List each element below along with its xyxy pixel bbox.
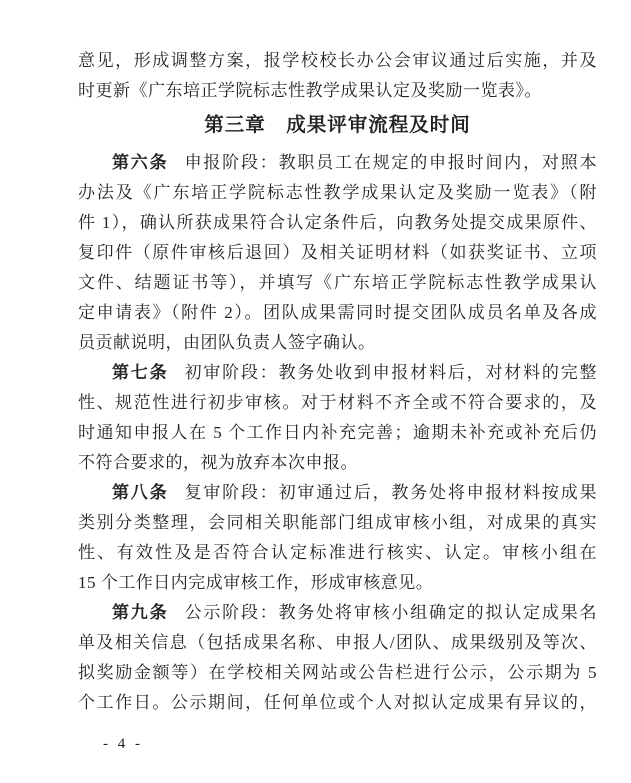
page-number: - 4 - xyxy=(103,736,143,752)
body-line xyxy=(78,478,597,508)
body-line: 拟奖励金额等）在学校相关网站或公告栏进行公示，公示期为 5 xyxy=(78,663,597,682)
article-7 xyxy=(78,358,597,478)
body-line: 单及相关信息（包括成果名称、申报人/团队、成果级别及等次、 xyxy=(78,633,597,652)
body-line: 个工作日。公示期间，任何单位或个人对拟认定成果有异议的， xyxy=(78,693,597,712)
body-line: 性、有效性及是否符合认定标准进行核实、认定。审核小组在 xyxy=(78,543,597,562)
body-line: 15 个工作日内完成审核工作，形成审核意见。 xyxy=(78,573,434,592)
body-line: 员贡献说明，由团队负责人签字确认。 xyxy=(78,333,376,352)
article-9 xyxy=(78,598,597,718)
body-line xyxy=(78,148,597,178)
body-line: 定申请表》（附件 2）。团队成果需同时提交团队成员名单及各成 xyxy=(78,303,597,322)
body-line: 意见，形成调整方案，报学校校长办公会审议通过后实施，并及 xyxy=(78,51,597,70)
body-line xyxy=(78,598,597,628)
body-line: 时通知申报人在 5 个工作日内补充完善；逾期未补充或补充后仍 xyxy=(78,423,597,442)
article-6 xyxy=(78,148,597,358)
article-8 xyxy=(78,478,597,598)
chapter-heading: 第三章 成果评审流程及时间 xyxy=(204,114,471,136)
article-6-text: 申报阶段：教职员工在规定的申报时间内，对照本 xyxy=(184,153,598,172)
article-8-label: 第八条 xyxy=(112,483,169,502)
article-9-text: 公示阶段：教务处将审核小组确定的拟认定成果名 xyxy=(184,603,598,622)
body-line: 复印件（原件审核后退回）及相关证明材料（如获奖证书、立项 xyxy=(78,243,597,262)
article-9-label: 第九条 xyxy=(112,603,169,622)
article-7-text: 初审阶段：教务处收到申报材料后，对材料的完整 xyxy=(184,363,598,382)
article-8-text: 复审阶段：初审通过后，教务处将申报材料按成果 xyxy=(184,483,598,502)
article-7-label: 第七条 xyxy=(112,363,169,382)
article-6-label: 第六条 xyxy=(112,153,169,172)
body-line: 不符合要求的，视为放弃本次申报。 xyxy=(78,453,358,472)
body-line: 办法及《广东培正学院标志性教学成果认定及奖励一览表》（附 xyxy=(78,183,597,202)
body-line: 件 1），确认所获成果符合认定条件后，向教务处提交成果原件、 xyxy=(78,213,597,232)
body-line: 文件、结题证书等），并填写《广东培正学院标志性教学成果认 xyxy=(78,273,597,292)
body-line: 时更新《广东培正学院标志性教学成果认定及奖励一览表》。 xyxy=(78,81,542,100)
body-line xyxy=(78,358,597,388)
body-line: 类别分类整理，会同相关职能部门组成审核小组，对成果的真实 xyxy=(78,513,597,532)
intro-paragraph xyxy=(78,46,597,106)
body-line: 性、规范性进行初步审核。对于材料不齐全或不符合要求的，及 xyxy=(78,393,597,412)
